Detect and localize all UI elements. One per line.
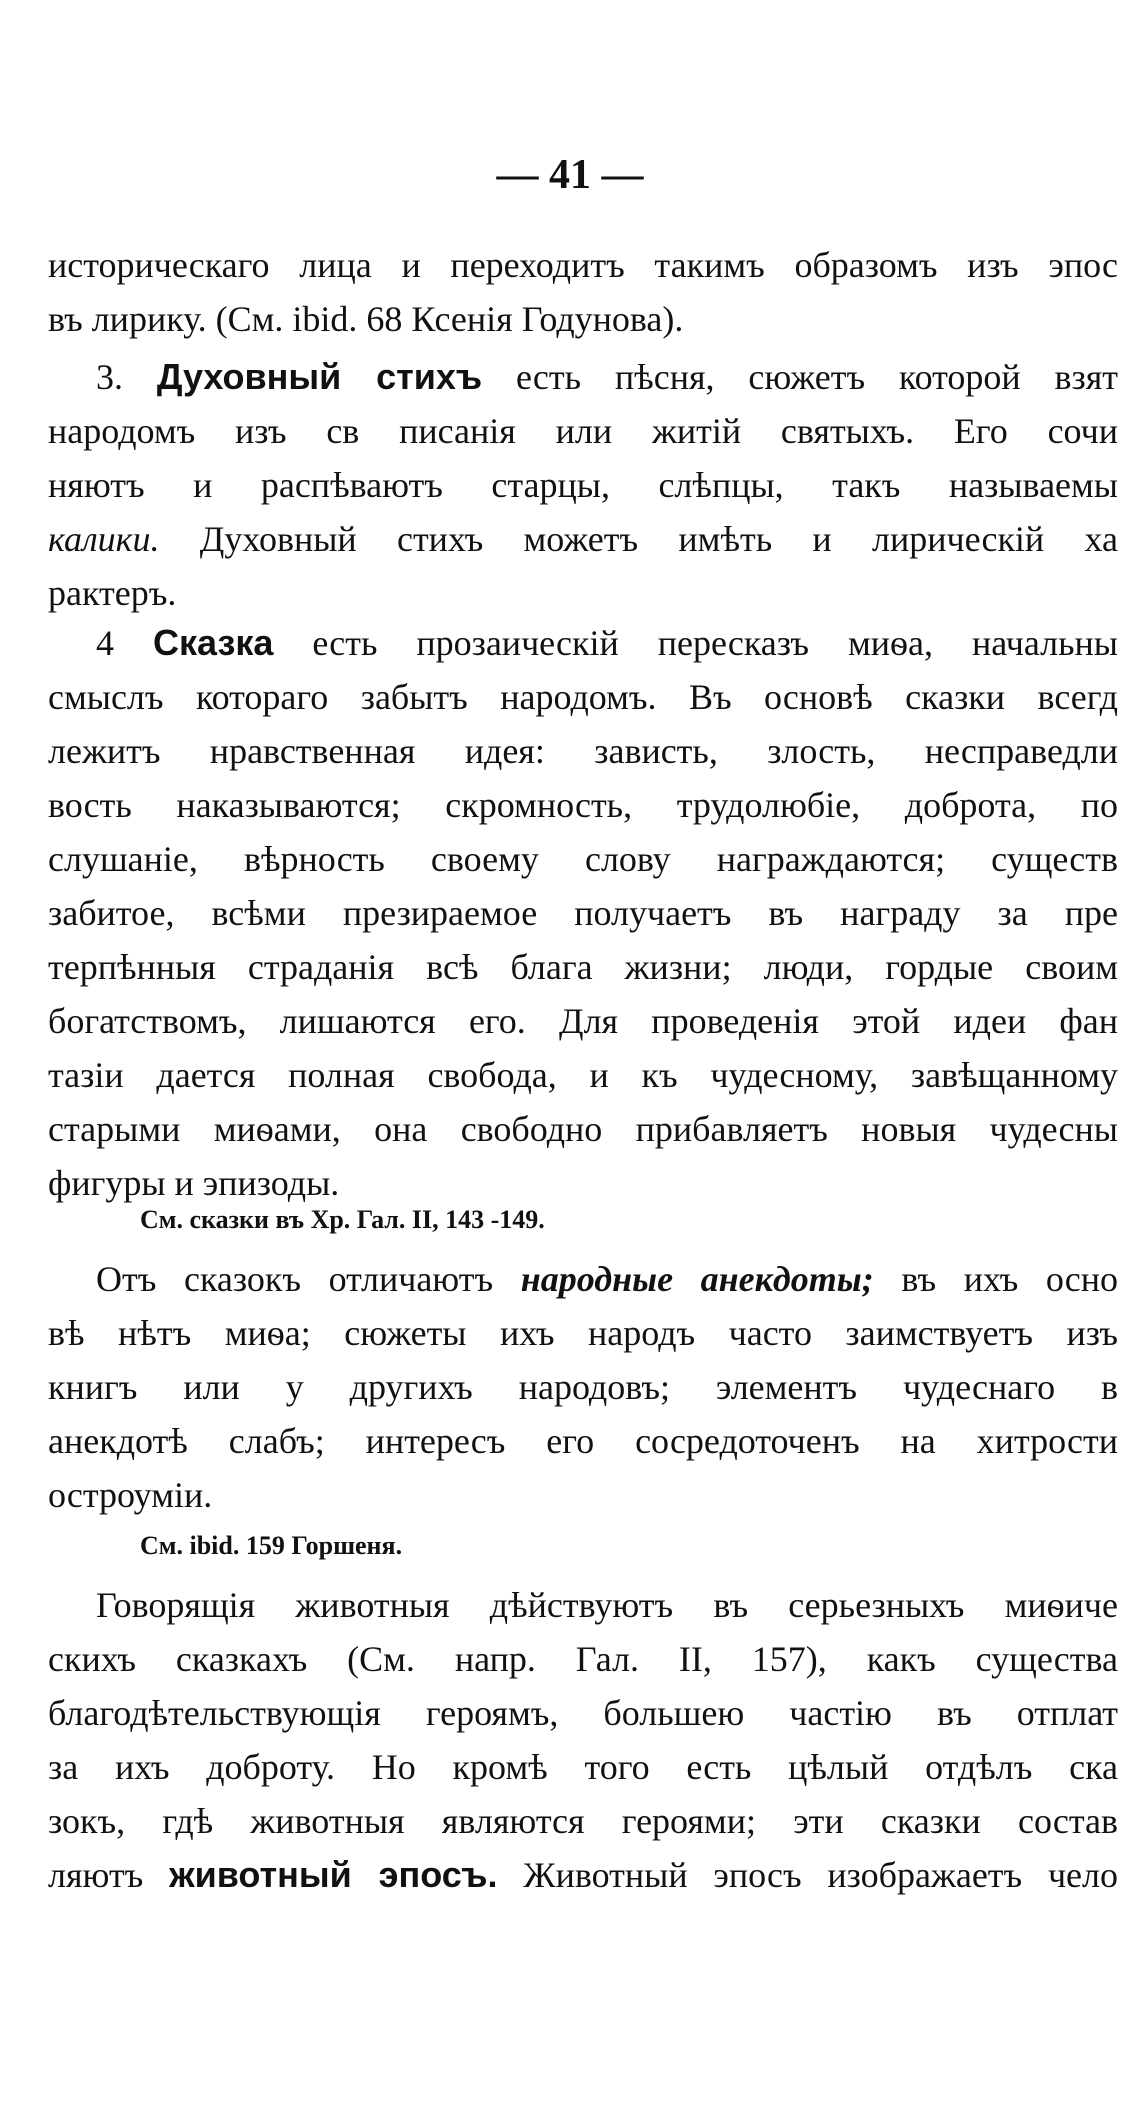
line-text: Животный эпосъ изображаетъ чело [523,1855,1118,1895]
text-line: лежитъ нравственная идея: зависть, злость, несправедли [48,731,1118,771]
text-line: анекдотѣ слабъ; интересъ его сосредоточенъ на хитрости [48,1421,1118,1461]
text-line [48,1848,1118,1902]
text-line: въ лирику. (См. ibid. 68 Ксенія Годунова). [48,299,684,339]
page-number: — 41 — [496,152,644,198]
paragraph-4 [48,1252,1118,1522]
text-line: терпѣнныя страданія всѣ блага жизни; люди, гордые своим [48,947,1118,987]
text-line: богатствомъ, лишаются его. Для проведенія этой идеи фан [48,1001,1118,1041]
text-line: слушаніе, вѣрность своему слову награждаются; существ [48,839,1118,879]
text-line: Говорящія животныя дѣйствуютъ въ серьезныхъ миѳиче [96,1585,1118,1625]
text-line: вость наказываются; скромность, трудолюбіе, доброта, по [48,785,1118,825]
text-line: вѣ нѣтъ миѳа; сюжеты ихъ народъ часто заимствуетъ изъ [48,1313,1118,1353]
term-bold: животный эпосъ. [169,1854,498,1895]
paragraph-1 [48,238,1118,346]
text-line: старыми миѳами, она свободно прибавляетъ новыя чудесны [48,1109,1118,1149]
text-line: историческаго лица и переходитъ такимъ образомъ изъ эпос [48,245,1118,285]
paragraph-5 [48,1578,1118,1902]
reference-note: См. ibid. 159 Горшеня. [140,1531,403,1560]
text-line: за ихъ доброту. Но кромѣ того есть цѣлый отдѣлъ ска [48,1747,1118,1787]
term-bold: Духовный стихъ [156,356,483,397]
line-text: Духовный стихъ можетъ имѣть и лирическій ха [199,519,1118,559]
text-line [48,616,1118,670]
text-line: забитое, всѣми презираемое получаетъ въ награду за пре [48,893,1118,933]
line-text: есть прозаическій пересказъ миѳа, начальны [312,623,1118,663]
text-line: книгъ или у другихъ народовъ; элементъ чудеснаго в [48,1367,1118,1407]
line-text: есть пѣсня, сюжетъ которой взят [516,357,1118,397]
text-line: рактеръ. [48,573,177,613]
text-line: народомъ изъ св писанія или житій святыхъ. Его сочи [48,411,1118,451]
term-bold-italic: народные анекдоты; [520,1259,874,1299]
line-text: въ ихъ осно [901,1259,1118,1299]
text-line [48,1252,1118,1306]
text-line [48,512,1118,566]
paragraph-3 [48,616,1118,1210]
text-line: благодѣтельствующія героямъ, большею частію въ отплат [48,1693,1118,1733]
text-line: тазіи дается полная свобода, и къ чудесному, завѣщанному [48,1055,1118,1095]
text-line: скихъ сказкахъ (См. напр. Гал. II, 157), какъ существа [48,1639,1118,1679]
line-text: Отъ сказокъ отличаютъ [96,1259,494,1299]
text-line: фигуры и эпизоды. [48,1163,340,1203]
text-line: няютъ и распѣваютъ старцы, слѣпцы, такъ называемы [48,465,1118,505]
term-bold: Сказка [152,622,274,663]
term-italic: калики. [48,519,160,559]
text-line: смыслъ котораго забытъ народомъ. Въ основѣ сказки всегд [48,677,1118,717]
item-number: 3. [96,357,123,397]
item-number: 4 [96,623,114,663]
text-line: остроуміи. [48,1475,213,1515]
text-line: зокъ, гдѣ животныя являются героями; эти сказки состав [48,1801,1118,1841]
paragraph-2 [48,350,1118,620]
line-text: ляютъ [48,1855,144,1895]
text-line [48,350,1118,404]
reference-note: См. сказки въ Хр. Гал. II, 143 -149. [140,1205,545,1234]
